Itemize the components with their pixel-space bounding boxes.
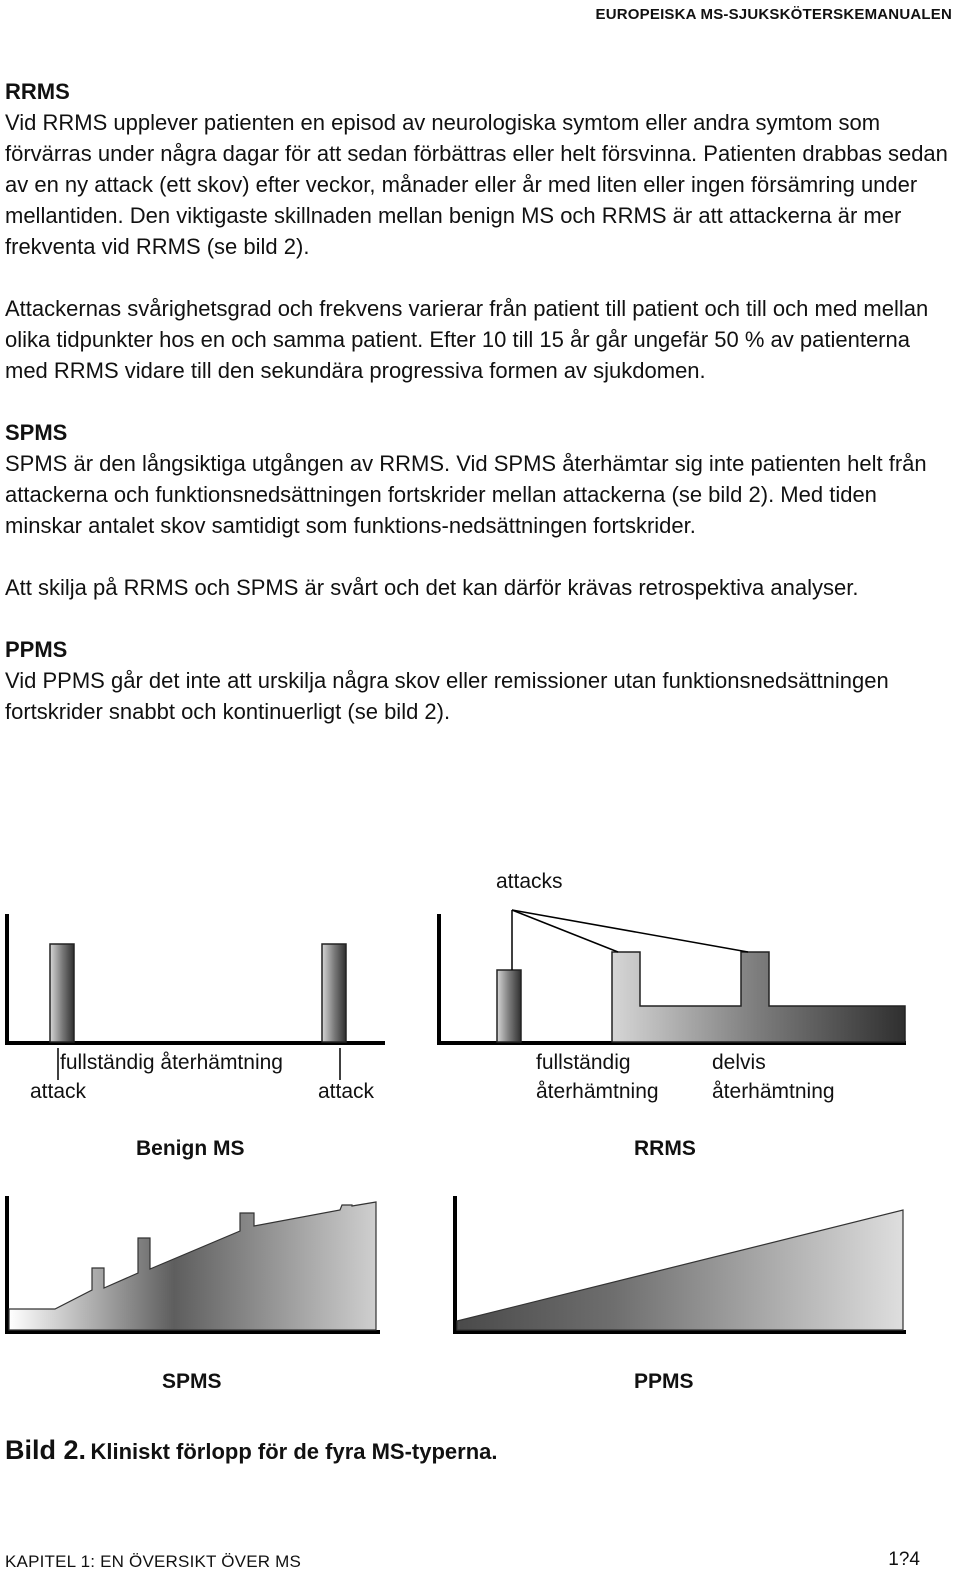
attack-bar (497, 970, 521, 1042)
attack-bar (50, 944, 74, 1042)
ms-course-figure (0, 860, 960, 1460)
progression-profile (9, 1202, 376, 1330)
pointer-line (512, 910, 748, 952)
paragraph: Att skilja på RRMS och SPMS är svårt och det kan därför krävas retrospektiva analyser. (5, 575, 859, 600)
paragraph: Attackernas svårighetsgrad och frekvens varierar från patient till patient och till och med mellan olika tidpunkter hos en och samma patient. Efter 10 till 15 år går ungefär 50 % av patienterna med RRMS vidare till den sekundära progressiva formen av sjukdomen. (5, 296, 929, 383)
caption-number: Bild 2. (5, 1435, 87, 1465)
section-title-ppms: PPMS (5, 637, 68, 662)
caption-text: Kliniskt förlopp för de fyra MS-typerna. (90, 1439, 498, 1464)
label-attack: attack (318, 1080, 375, 1103)
label-attacks: attacks (496, 870, 563, 893)
pointer-line (512, 910, 618, 952)
panel-title-spms: SPMS (162, 1370, 222, 1393)
ppms-chart (453, 1196, 906, 1334)
paragraph: Vid PPMS går det inte att urskilja några skov eller remissioner utan funktionsnedsättningen fortskrider snabbt och kontinuerligt (se bild 2). (5, 668, 889, 724)
panel-title-benign-ms: Benign MS (136, 1137, 245, 1160)
label-full-recovery: fullständig återhämtning (60, 1051, 283, 1074)
running-header: EUROPEISKA MS-SJUKSKÖTERSKEMANUALEN (595, 6, 952, 23)
label-attack: attack (30, 1080, 87, 1103)
running-footer: KAPITEL 1: EN ÖVERSIKT ÖVER MS (5, 1552, 302, 1571)
relapse-profile (612, 952, 905, 1042)
paragraph: SPMS är den långsiktiga utgången av RRMS. Vid SPMS återhämtar sig inte patienten helt från attackerna och funktionsnedsättningen fortskrider mellan attackerna (se bild 2). Med tiden minskar antalet skov samtidigt som funktions-nedsättningen fortskrider. (5, 451, 927, 538)
section-title-spms: SPMS (5, 420, 68, 445)
label-full-recovery: återhämtning (536, 1080, 659, 1103)
body-text (5, 76, 950, 727)
page-number: 1?4 (888, 1549, 920, 1570)
progression-profile (457, 1210, 903, 1330)
rrms-chart (437, 910, 906, 1045)
section-title-rrms: RRMS (5, 79, 70, 104)
label-full-recovery: fullständig (536, 1051, 631, 1074)
paragraph: Vid RRMS upplever patienten en episod av neurologiska symtom eller andra symtom som förvärras under några dagar för att sedan förbättras eller helt försvinna. Patienten drabbas sedan av en ny attack (ett skov) efter veckor, månader eller år med liten eller ingen försämring under mellantiden. Den viktigaste skillnaden mellan benign MS och RRMS är att attackerna är mer frekventa vid RRMS (se bild 2). (5, 110, 948, 259)
figure-caption (5, 1435, 498, 1466)
spms-chart (5, 1196, 380, 1334)
panel-title-rrms: RRMS (634, 1137, 696, 1160)
label-partial-recovery: delvis (712, 1051, 766, 1074)
attack-bar (322, 944, 346, 1042)
panel-title-ppms: PPMS (634, 1370, 694, 1393)
label-partial-recovery: återhämtning (712, 1080, 835, 1103)
